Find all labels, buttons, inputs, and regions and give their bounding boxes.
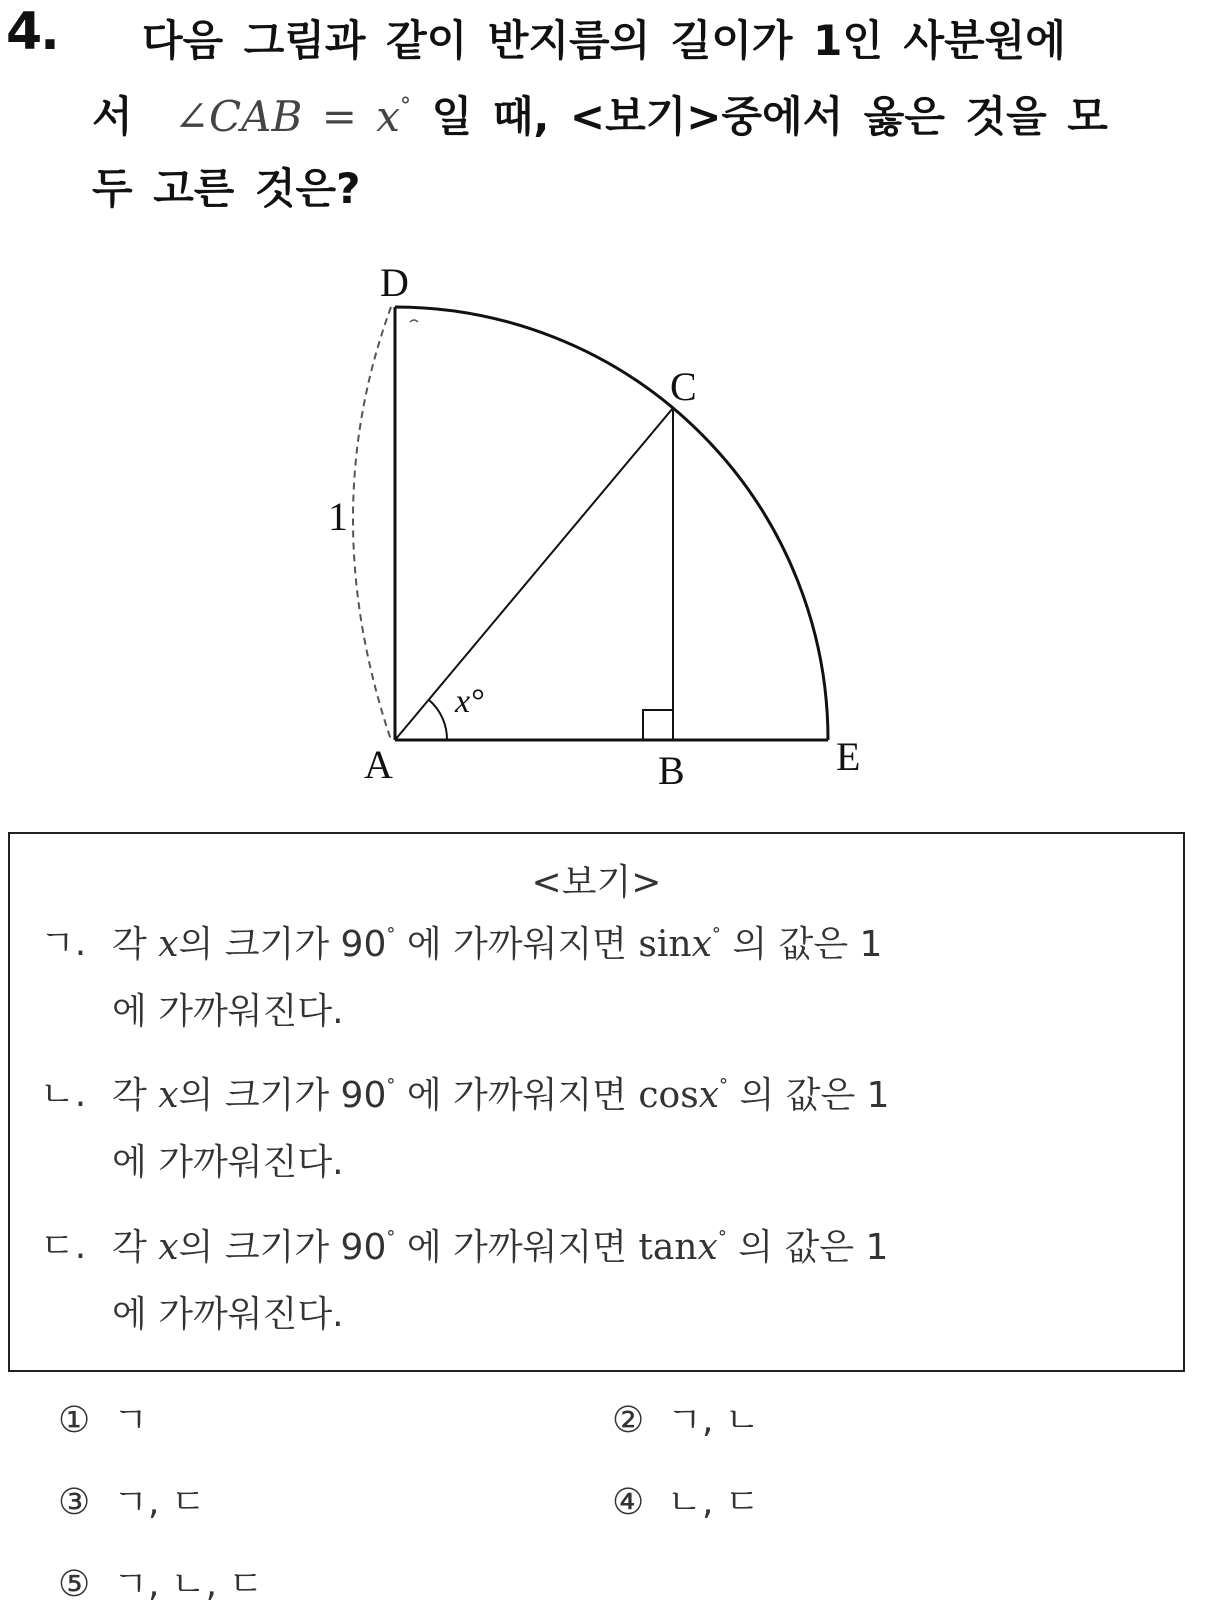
bogi-item-mark: ㄷ. <box>40 1226 87 1267</box>
bogi-title: <보기> <box>531 862 662 903</box>
item-text: 각 <box>112 924 147 965</box>
choice-text: ㄱ, ㄴ, ㄷ <box>113 1564 264 1605</box>
choice-5[interactable] <box>58 1556 263 1607</box>
item-text: 의 값은 1 <box>732 924 883 965</box>
item-text: 각 <box>112 1075 147 1116</box>
quarter-arc <box>395 307 828 740</box>
item-text: 의 크기가 90 <box>178 1075 387 1116</box>
choice-2[interactable] <box>612 1392 760 1443</box>
choice-number: ⑤ <box>58 1564 91 1605</box>
choice-1[interactable] <box>58 1392 148 1443</box>
question-line-2-suffix: 일 때, <보기>중에서 옳은 것을 모 <box>431 92 1108 141</box>
radius-dashed-arc <box>353 307 391 740</box>
angle-label: x° <box>455 683 484 720</box>
question-number: 4. <box>6 2 58 62</box>
choice-text: ㄱ, ㄴ <box>667 1400 760 1441</box>
item-text: 의 크기가 90 <box>178 1227 387 1268</box>
choice-text: ㄴ, ㄷ <box>667 1482 760 1523</box>
item-var: x <box>158 1075 179 1116</box>
segment-AC <box>395 408 673 740</box>
choice-3[interactable] <box>58 1474 206 1525</box>
item-deg: ° <box>386 1227 396 1248</box>
question-line-2-prefix: 서 <box>92 92 133 141</box>
item-var: x <box>691 924 712 965</box>
choice-text: ㄱ <box>113 1400 148 1441</box>
item-var: x <box>158 924 179 965</box>
item-var: x <box>158 1227 179 1268</box>
item-deg: ° <box>386 1075 396 1096</box>
item-text: 에 가까워지면 <box>406 1075 627 1116</box>
label-A: A <box>364 742 393 787</box>
bogi-item-mark: ㄴ. <box>40 1074 87 1115</box>
item-text: 각 <box>112 1227 147 1268</box>
bogi-item-line2: 에 가까워진다. <box>112 1294 344 1335</box>
choice-number: ③ <box>58 1482 91 1523</box>
choice-number: ② <box>612 1400 645 1441</box>
item-func: tan <box>638 1227 698 1268</box>
radius-label: 1 <box>328 494 348 539</box>
item-deg: ° <box>719 1075 728 1096</box>
bogi-item-line2: 에 가까워진다. <box>112 991 344 1032</box>
angle-expression: ∠CAB = x <box>173 92 400 141</box>
choice-number: ① <box>58 1400 91 1441</box>
right-angle-mark <box>643 710 673 740</box>
item-func: cos <box>638 1075 699 1116</box>
small-mark-d <box>410 320 418 322</box>
item-var: x <box>697 1227 718 1268</box>
item-text: 의 크기가 90 <box>178 924 387 965</box>
angle-arc <box>429 700 447 740</box>
item-text: 의 값은 1 <box>738 1227 889 1268</box>
bogi-item-line2: 에 가까워진다. <box>112 1142 344 1183</box>
item-text: 의 값은 1 <box>739 1075 890 1116</box>
bogi-item-mark: ㄱ. <box>40 923 87 964</box>
degree-symbol: ° <box>399 94 411 119</box>
item-text: 에 가까워지면 <box>406 924 627 965</box>
label-D: D <box>380 260 409 305</box>
item-deg: ° <box>717 1227 727 1248</box>
item-var: x <box>698 1075 719 1116</box>
item-func: sin <box>638 924 692 965</box>
choice-number: ④ <box>612 1482 645 1523</box>
item-deg: ° <box>711 924 721 945</box>
label-B: B <box>658 748 685 793</box>
question-line-1: 다음 그림과 같이 반지름의 길이가 1인 사분원에 <box>142 16 1066 65</box>
label-C: C <box>670 364 697 409</box>
item-text: 에 가까워지면 <box>406 1227 627 1268</box>
label-E: E <box>836 734 861 779</box>
choice-4[interactable] <box>612 1474 760 1525</box>
item-deg: ° <box>386 924 396 945</box>
bogi-box <box>8 832 1185 1372</box>
choice-text: ㄱ, ㄷ <box>113 1482 206 1523</box>
question-line-3: 두 고른 것은? <box>92 164 361 213</box>
